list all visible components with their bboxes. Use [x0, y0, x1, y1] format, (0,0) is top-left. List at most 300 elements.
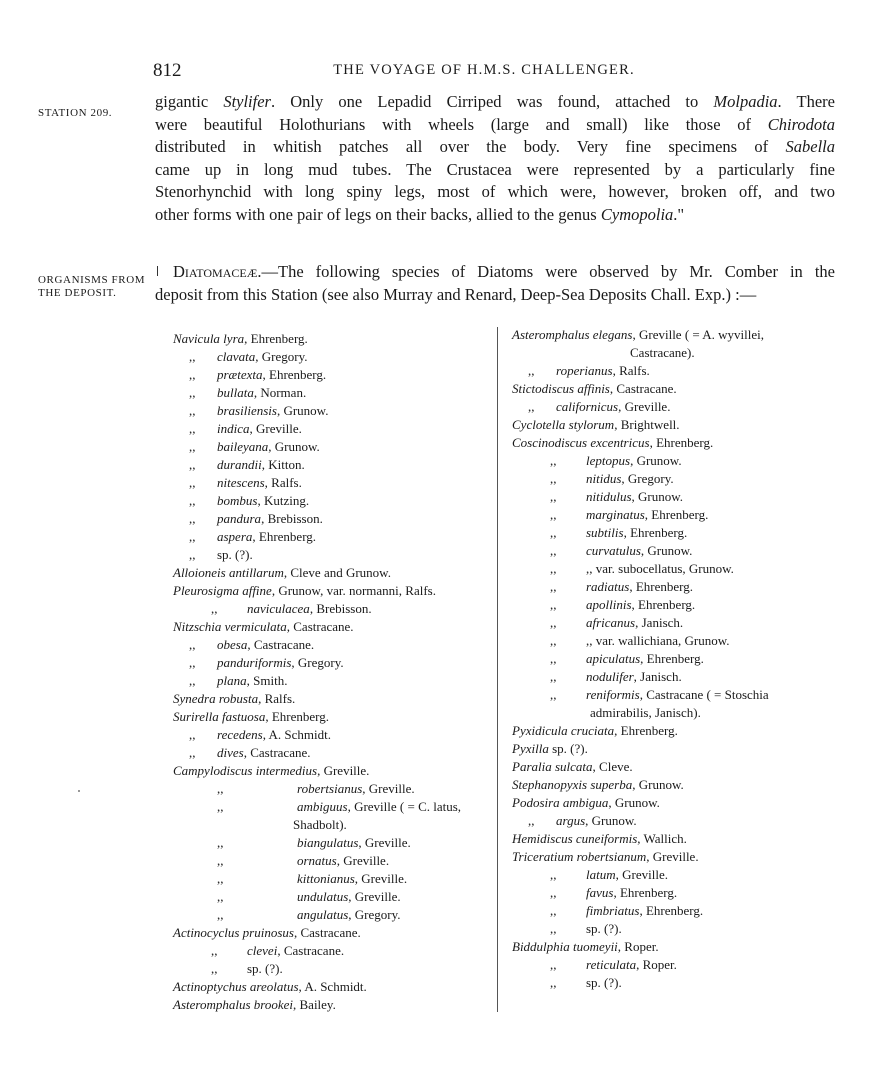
species-authority: ,, var. wallichiana, Grunow. — [586, 633, 730, 648]
ditto-mark: ,, — [528, 399, 535, 414]
species-authority: , Castracane. — [247, 637, 315, 652]
ditto-mark: ,, — [528, 813, 535, 828]
species-authority: , Greville. — [249, 421, 302, 436]
species-entry — [173, 852, 493, 870]
species-authority: , Roper. — [617, 939, 659, 954]
species-authority: , Castracane ( = Stoschia — [639, 687, 769, 702]
ditto-mark: ,, — [528, 363, 535, 378]
species-name: pandura — [217, 511, 262, 526]
diatom-paragraph-line1-rest: .—The following species of Diatoms were observed by Mr. Comber in the — [257, 262, 835, 281]
species-name: Actinoptychus areolatus — [173, 979, 299, 994]
species-authority: , Greville. — [358, 835, 411, 850]
species-name: prætexta — [217, 367, 263, 382]
species-entry — [512, 866, 842, 884]
species-entry — [512, 326, 842, 344]
species-entry — [512, 560, 842, 578]
species-authority: , A. Schmidt. — [298, 979, 367, 994]
species-entry — [512, 542, 842, 560]
species-authority: , Greville. — [618, 399, 671, 414]
species-name: apiculatus — [586, 651, 641, 666]
species-entry — [512, 488, 842, 506]
species-authority: , Ehrenberg. — [629, 579, 693, 594]
intro-italic-term: Chirodota — [767, 114, 835, 134]
ditto-mark: ,, — [189, 745, 196, 760]
intro-line — [155, 91, 835, 114]
species-authority: , Ehrenberg. — [644, 507, 709, 522]
species-authority: , A. Schmidt. — [262, 727, 331, 742]
species-entry — [512, 470, 842, 488]
species-entry — [512, 344, 842, 362]
species-authority: , Greville. — [336, 853, 390, 868]
species-entry — [512, 974, 842, 992]
species-authority: , Gregory. — [621, 471, 674, 486]
ditto-mark: ,, — [217, 871, 224, 886]
species-name: durandii — [217, 457, 262, 472]
intro-line — [155, 136, 835, 159]
species-name: plana — [217, 673, 247, 688]
species-entry — [173, 942, 493, 960]
species-authority: , Ehrenberg. — [265, 709, 329, 724]
diatom-paragraph-line1 — [155, 261, 835, 284]
intro-line — [155, 114, 835, 137]
ditto-mark: ,, — [550, 687, 557, 702]
species-entry — [173, 366, 493, 384]
ditto-mark: ,, — [550, 975, 557, 990]
species-name: Paralia sulcata — [512, 759, 593, 774]
species-name: panduriformis — [217, 655, 292, 670]
species-authority: , Greville ( = A. wyvillei, — [632, 327, 765, 342]
species-entry — [512, 920, 842, 938]
species-authority: , Greville. — [317, 763, 370, 778]
species-authority: , Ralfs. — [612, 363, 650, 378]
species-authority: , Brebisson. — [309, 601, 372, 616]
species-authority: , Ehrenberg. — [613, 885, 678, 900]
ditto-mark: ,, — [550, 597, 557, 612]
species-entry — [512, 776, 842, 794]
intro-paragraph — [155, 91, 835, 226]
species-name: fimbriatus — [586, 903, 640, 918]
species-authority: sp. (?). — [217, 547, 253, 562]
diatom-paragraph-line2: deposit from this Station (see also Murray and Renard, Deep-Sea Deposits Chall. Exp.) :— — [155, 284, 757, 304]
species-name: leptopus — [586, 453, 631, 468]
species-name: nitidus — [586, 471, 622, 486]
ditto-mark: ,, — [189, 547, 196, 562]
intro-text: other forms with one pair of legs on their backs, allied to the genus — [155, 204, 601, 224]
ditto-mark: ,, — [189, 457, 196, 472]
species-name: ambiguus — [297, 799, 348, 814]
species-entry — [512, 380, 842, 398]
species-authority: , Grunow, var. normanni, Ralfs. — [271, 583, 436, 598]
species-entry — [173, 348, 493, 366]
species-name: Actinocyclus pruinosus — [173, 925, 294, 940]
species-authority: , Ehrenberg. — [640, 651, 704, 666]
ditto-mark: ,, — [550, 507, 557, 522]
intro-italic-term: Sabella — [785, 137, 835, 156]
species-name: Alloioneis antillarum — [173, 565, 284, 580]
margin-note-station: STATION 209. — [38, 107, 113, 119]
species-name: undulatus — [297, 889, 349, 904]
species-entry — [512, 416, 842, 434]
margin-note-organisms — [38, 274, 145, 300]
species-authority: , Grunow. — [608, 795, 660, 810]
species-entry — [512, 452, 842, 470]
column-divider — [497, 327, 498, 1012]
species-name: californicus — [556, 399, 619, 414]
species-authority: , Ehrenberg. — [639, 903, 704, 918]
species-name: brasiliensis — [217, 403, 277, 418]
species-entry — [173, 600, 493, 618]
species-entry — [173, 834, 493, 852]
species-entry — [173, 546, 493, 564]
species-entry — [173, 636, 493, 654]
species-entry — [173, 960, 493, 978]
species-entry — [512, 848, 842, 866]
species-entry — [173, 690, 493, 708]
intro-line — [155, 181, 835, 204]
species-name: africanus — [586, 615, 636, 630]
species-authority: , Roper. — [636, 957, 677, 972]
species-name: bombus — [217, 493, 258, 508]
species-entry — [173, 582, 493, 600]
ditto-mark: ,, — [189, 727, 196, 742]
intro-text: . Only one Lepadid Cirriped was found, attached to — [270, 92, 714, 111]
species-authority: , Grunow. — [631, 489, 684, 504]
species-name: clavata — [217, 349, 256, 364]
species-entry — [173, 384, 493, 402]
species-name: Stephanopyxis superba — [512, 777, 633, 792]
species-authority: , Janisch. — [633, 669, 682, 684]
species-authority: , Castracane. — [293, 925, 361, 940]
intro-line — [155, 159, 835, 182]
diatom-paragraph — [155, 261, 835, 306]
ditto-mark: ,, — [550, 921, 557, 936]
ditto-mark: ,, — [189, 673, 196, 688]
species-name: Triceratium robertsianum — [512, 849, 647, 864]
species-authority: , Greville ( = C. latus, — [347, 799, 462, 814]
species-name: Navicula lyra — [173, 331, 245, 346]
ditto-mark: ,, — [550, 669, 557, 684]
species-entry — [512, 632, 842, 650]
species-name: argus — [556, 813, 586, 828]
species-authority: , Brightwell. — [614, 417, 680, 432]
species-entry — [173, 510, 493, 528]
species-name: marginatus — [586, 507, 645, 522]
species-entry — [173, 978, 493, 996]
species-name: Nitzschia vermiculata — [173, 619, 287, 634]
species-entry — [173, 726, 493, 744]
margin-note-organisms-line2: THE DEPOSIT. — [38, 287, 117, 299]
species-name: dives — [217, 745, 244, 760]
species-entry — [173, 906, 493, 924]
species-entry — [512, 668, 842, 686]
species-entry — [173, 492, 493, 510]
ditto-mark: ,, — [550, 561, 557, 576]
species-authority: sp. (?). — [586, 975, 622, 990]
ditto-mark: ,, — [189, 439, 196, 454]
species-entry — [512, 704, 842, 722]
ditto-mark: ,, — [189, 475, 196, 490]
species-authority: , Janisch. — [635, 615, 684, 630]
species-entry — [512, 884, 842, 902]
ditto-mark: ,, — [189, 367, 196, 382]
ditto-mark: ,, — [189, 403, 196, 418]
species-entry — [173, 618, 493, 636]
species-authority: , Cleve and Grunow. — [283, 565, 391, 580]
species-authority: , Castracane. — [609, 381, 677, 396]
species-name: reniformis — [586, 687, 640, 702]
species-entry — [512, 578, 842, 596]
ditto-mark: ,, — [189, 511, 196, 526]
species-entry — [512, 650, 842, 668]
species-name: Pyxilla — [512, 741, 549, 756]
species-name: Podosira ambigua — [512, 795, 609, 810]
species-name: obesa — [217, 637, 248, 652]
intro-text: Stenorhynchid with long spiny legs, most of which were, however, broken off, and two — [155, 182, 835, 201]
print-speck — [78, 790, 80, 792]
species-entry — [173, 672, 493, 690]
species-name: Synedra robusta — [173, 691, 259, 706]
ditto-mark: ,, — [211, 601, 218, 616]
ditto-mark: ,, — [211, 943, 218, 958]
species-entry — [512, 686, 842, 704]
ditto-mark: ,, — [189, 529, 196, 544]
intro-line — [155, 204, 835, 227]
species-authority: , Ehrenberg. — [244, 331, 308, 346]
species-list-left — [173, 330, 493, 1014]
species-name: Biddulphia tuomeyii — [512, 939, 618, 954]
ditto-mark: ,, — [550, 885, 557, 900]
ditto-mark: ,, — [217, 799, 224, 814]
ditto-mark: ,, — [189, 349, 196, 364]
species-entry — [512, 902, 842, 920]
species-name: naviculacea — [247, 601, 310, 616]
species-name: clevei — [247, 943, 278, 958]
species-authority: , Ehrenberg. — [649, 435, 714, 450]
intro-italic-term: Stylifer — [223, 92, 271, 111]
ditto-mark: ,, — [189, 421, 196, 436]
species-authority: , Kutzing. — [257, 493, 310, 508]
species-authority: , Grunow. — [585, 813, 637, 828]
species-authority: Shadbolt). — [293, 817, 347, 832]
species-entry — [173, 762, 493, 780]
ditto-mark: ,, — [189, 493, 196, 508]
species-authority: , Grunow. — [268, 439, 320, 454]
species-entry — [173, 870, 493, 888]
ditto-mark: ,, — [550, 471, 557, 486]
ditto-mark: ,, — [550, 579, 557, 594]
intro-text: came up in long mud tubes. The Crustacea were represented by a particularly fine — [155, 159, 835, 179]
ditto-mark: ,, — [550, 867, 557, 882]
species-authority: , Grunow. — [276, 403, 329, 418]
species-authority: , Ehrenberg. — [262, 367, 327, 382]
species-authority: , Ehrenberg. — [614, 723, 678, 738]
species-entry — [512, 740, 842, 758]
ditto-mark: ,, — [217, 889, 224, 904]
ditto-mark: ,, — [550, 453, 557, 468]
species-authority: , Greville. — [615, 867, 668, 882]
species-entry — [512, 614, 842, 632]
species-authority: , Brebisson. — [261, 511, 323, 526]
species-entry — [173, 402, 493, 420]
species-entry — [512, 362, 842, 380]
species-name: Pyxidicula cruciata — [512, 723, 615, 738]
species-authority: sp. (?). — [586, 921, 622, 936]
ditto-mark: ,, — [550, 903, 557, 918]
species-name: kittonianus — [297, 871, 355, 886]
species-authority: , Castracane. — [286, 619, 354, 634]
species-entry — [173, 798, 493, 816]
species-authority: , Ralfs. — [264, 475, 302, 490]
species-name: latum — [586, 867, 616, 882]
species-entry — [512, 794, 842, 812]
ditto-mark: ,, — [550, 651, 557, 666]
species-entry — [512, 398, 842, 416]
species-authority: , Kitton. — [261, 457, 305, 472]
species-name: favus — [586, 885, 614, 900]
species-authority: , Wallich. — [637, 831, 687, 846]
ditto-mark: ,, — [217, 781, 224, 796]
species-authority: , Grunow. — [640, 543, 693, 558]
ditto-mark: ,, — [189, 637, 196, 652]
species-name: radiatus — [586, 579, 630, 594]
species-entry — [512, 956, 842, 974]
species-entry — [512, 524, 842, 542]
species-authority: , Ehrenberg. — [631, 597, 696, 612]
species-name: roperianus — [556, 363, 613, 378]
species-authority: admirabilis, Janisch). — [590, 705, 701, 720]
species-authority: , Gregory. — [348, 907, 401, 922]
intro-italic-term: Cymopolia — [600, 204, 674, 224]
species-entry — [512, 596, 842, 614]
species-authority: Castracane). — [630, 345, 695, 360]
ditto-mark: ,, — [217, 853, 224, 868]
species-authority: , Ralfs. — [258, 691, 296, 706]
species-entry — [173, 816, 493, 834]
species-entry — [173, 888, 493, 906]
species-name: subtilis — [586, 525, 624, 540]
intro-italic-term: Molpadia — [713, 92, 778, 111]
species-name: ornatus — [297, 853, 337, 868]
species-name: apollinis — [586, 597, 632, 612]
species-entry — [173, 924, 493, 942]
species-authority: , Ehrenberg. — [252, 529, 317, 544]
species-name: bullata — [217, 385, 254, 400]
species-authority: , Grunow. — [632, 777, 684, 792]
species-entry — [173, 564, 493, 582]
species-entry — [173, 744, 493, 762]
intro-text: gigantic — [155, 92, 224, 111]
ditto-mark: ,, — [550, 957, 557, 972]
species-name: indica — [217, 421, 250, 436]
species-name: robertsianus — [297, 781, 363, 796]
species-entry — [173, 654, 493, 672]
species-entry — [173, 438, 493, 456]
species-authority: , Cleve. — [592, 759, 633, 774]
species-name: reticulata — [586, 957, 637, 972]
species-authority: ,, var. subocellatus, Grunow. — [586, 561, 734, 576]
species-authority: , Greville. — [646, 849, 699, 864]
species-entry — [512, 434, 842, 452]
species-name: curvatulus — [586, 543, 641, 558]
species-name: Asteromphalus brookei — [173, 997, 293, 1012]
running-title: THE VOYAGE OF H.M.S. CHALLENGER. — [333, 62, 635, 78]
ditto-mark: ,, — [550, 525, 557, 540]
species-entry — [173, 474, 493, 492]
species-name: Stictodiscus affinis — [512, 381, 610, 396]
species-authority: sp. (?). — [247, 961, 283, 976]
species-entry — [173, 708, 493, 726]
species-authority: sp. (?). — [548, 741, 588, 756]
species-name: biangulatus — [297, 835, 359, 850]
species-authority: , Bailey. — [293, 997, 336, 1012]
species-entry — [173, 780, 493, 798]
species-authority: , Greville. — [348, 889, 401, 904]
species-name: aspera — [217, 529, 253, 544]
ditto-mark: ,, — [217, 907, 224, 922]
intro-text: distributed in whitish patches all over the body. Very fine specimens of — [155, 137, 786, 156]
species-name: nitidulus — [586, 489, 632, 504]
species-authority: , Norman. — [253, 385, 307, 400]
ditto-mark: ,, — [217, 835, 224, 850]
species-name: Surirella fastuosa — [173, 709, 266, 724]
species-name: nitescens — [217, 475, 265, 490]
ditto-mark: ,, — [550, 633, 557, 648]
ditto-mark: ,, — [189, 385, 196, 400]
species-name: Asteromphalus elegans — [512, 327, 633, 342]
species-entry — [173, 456, 493, 474]
ditto-mark: ,, — [550, 543, 557, 558]
species-name: Hemidiscus cuneiformis — [512, 831, 638, 846]
species-entry — [173, 996, 493, 1014]
species-authority: , Grunow. — [630, 453, 682, 468]
species-entry — [512, 812, 842, 830]
species-name: angulatus — [297, 907, 349, 922]
species-authority: , Gregory. — [291, 655, 344, 670]
species-entry — [173, 420, 493, 438]
diatom-heading: Diatomaceæ — [173, 262, 258, 281]
species-authority: , Greville. — [354, 871, 408, 886]
species-name: baileyana — [217, 439, 269, 454]
species-authority: , Ehrenberg. — [623, 525, 688, 540]
page-number: 812 — [153, 60, 182, 81]
species-name: recedens — [217, 727, 263, 742]
intro-text: ." — [673, 204, 685, 224]
species-name: Campylodiscus intermedius — [173, 763, 318, 778]
species-entry — [512, 758, 842, 776]
species-entry — [512, 938, 842, 956]
intro-text: were beautiful Holothurians with wheels (large and small) like those of — [155, 114, 768, 134]
species-entry — [173, 528, 493, 546]
margin-note-organisms-line1: ORGANISMS FROM — [38, 274, 146, 286]
species-list-right — [512, 326, 842, 992]
species-authority: , Smith. — [246, 673, 288, 688]
species-name: Coscinodiscus excentricus — [512, 435, 650, 450]
ditto-mark: ,, — [550, 489, 557, 504]
ditto-mark: ,, — [189, 655, 196, 670]
species-entry — [512, 506, 842, 524]
species-name: Pleurosigma affine — [173, 583, 272, 598]
species-name: nodulifer — [586, 669, 634, 684]
species-authority: , Castracane. — [243, 745, 311, 760]
species-authority: , Castracane. — [277, 943, 345, 958]
species-entry — [512, 830, 842, 848]
species-authority: , Greville. — [362, 781, 415, 796]
species-name: Cyclotella stylorum — [512, 417, 615, 432]
species-authority: , Gregory. — [255, 349, 308, 364]
intro-text: . There — [777, 92, 835, 111]
species-entry — [512, 722, 842, 740]
species-entry — [173, 330, 493, 348]
